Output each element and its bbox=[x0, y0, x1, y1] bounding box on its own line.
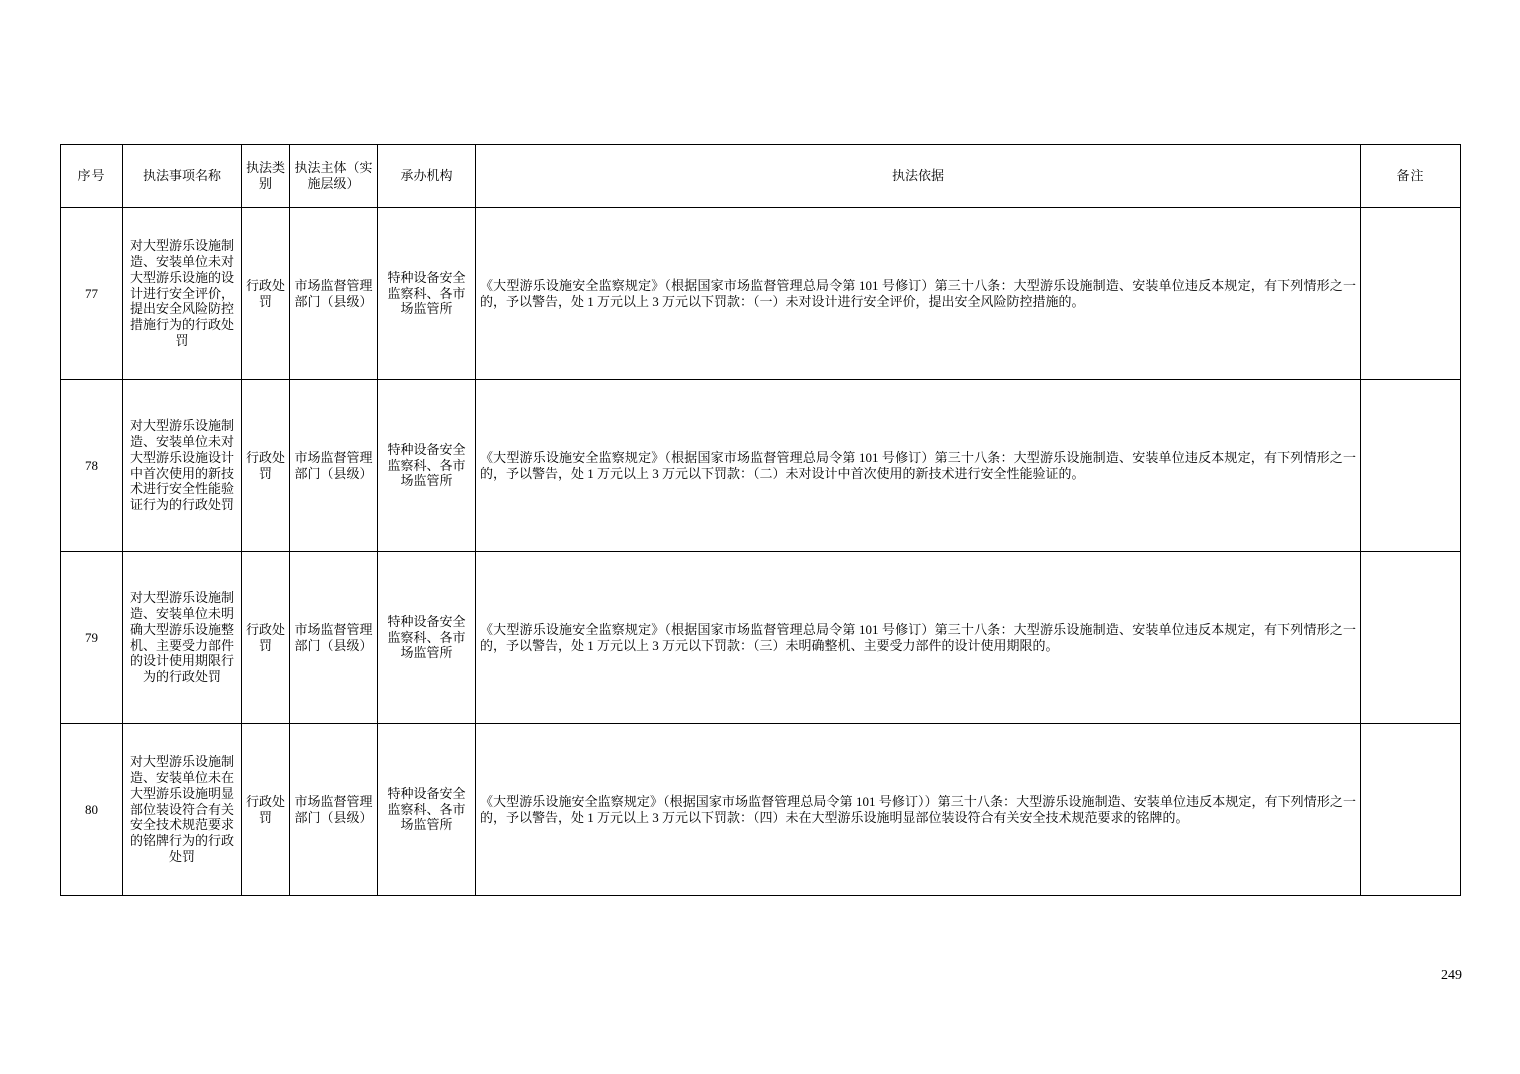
cell-subject: 市场监督管理部门（县级） bbox=[290, 552, 378, 724]
cell-name: 对大型游乐设施制造、安装单位未在大型游乐设施明显部位装设符合有关安全技术规范要求的铭牌行为的行政处罚 bbox=[123, 724, 242, 896]
cell-remark bbox=[1361, 724, 1461, 896]
cell-org: 特种设备安全监察科、各市场监管所 bbox=[378, 380, 476, 552]
header-type: 执法类别 bbox=[242, 145, 290, 208]
header-name: 执法事项名称 bbox=[123, 145, 242, 208]
cell-org: 特种设备安全监察科、各市场监管所 bbox=[378, 552, 476, 724]
cell-type: 行政处罚 bbox=[242, 552, 290, 724]
cell-subject: 市场监督管理部门（县级） bbox=[290, 724, 378, 896]
table-header-row bbox=[61, 145, 1461, 208]
header-subject: 执法主体（实施层级） bbox=[290, 145, 378, 208]
cell-seq: 77 bbox=[61, 208, 123, 380]
cell-type: 行政处罚 bbox=[242, 208, 290, 380]
cell-name: 对大型游乐设施制造、安装单位未明确大型游乐设施整机、主要受力部件的设计使用期限行为的行政处罚 bbox=[123, 552, 242, 724]
table-row bbox=[61, 552, 1461, 724]
cell-seq: 78 bbox=[61, 380, 123, 552]
cell-subject: 市场监督管理部门（县级） bbox=[290, 380, 378, 552]
cell-name: 对大型游乐设施制造、安装单位未对大型游乐设施的设计进行安全评价，提出安全风险防控措施行为的行政处罚 bbox=[123, 208, 242, 380]
cell-remark bbox=[1361, 208, 1461, 380]
page-number: 249 bbox=[1441, 968, 1462, 983]
header-seq: 序号 bbox=[61, 145, 123, 208]
cell-remark bbox=[1361, 552, 1461, 724]
cell-org: 特种设备安全监察科、各市场监管所 bbox=[378, 724, 476, 896]
cell-basis: 《大型游乐设施安全监察规定》（根据国家市场监督管理总局令第 101 号修订））第三十八条：大型游乐设施制造、安装单位违反本规定，有下列情形之一的，予以警告，处 1 万元以上 3 万元以下罚款：（四）未在大型游乐设施明显部位装设符合有关安全技术规范要求的铭牌的。 bbox=[476, 724, 1361, 896]
cell-remark bbox=[1361, 380, 1461, 552]
enforcement-items-table bbox=[60, 144, 1461, 896]
cell-type: 行政处罚 bbox=[242, 724, 290, 896]
cell-name: 对大型游乐设施制造、安装单位未对大型游乐设施设计中首次使用的新技术进行安全性能验证行为的行政处罚 bbox=[123, 380, 242, 552]
header-basis: 执法依据 bbox=[476, 145, 1361, 208]
cell-org: 特种设备安全监察科、各市场监管所 bbox=[378, 208, 476, 380]
cell-type: 行政处罚 bbox=[242, 380, 290, 552]
cell-basis: 《大型游乐设施安全监察规定》（根据国家市场监督管理总局令第 101 号修订）第三十八条：大型游乐设施制造、安装单位违反本规定，有下列情形之一的，予以警告，处 1 万元以上 3 万元以下罚款：（二）未对设计中首次使用的新技术进行安全性能验证的。 bbox=[476, 380, 1361, 552]
cell-seq: 79 bbox=[61, 552, 123, 724]
table-row bbox=[61, 724, 1461, 896]
table-row bbox=[61, 380, 1461, 552]
table-row bbox=[61, 208, 1461, 380]
cell-basis: 《大型游乐设施安全监察规定》（根据国家市场监督管理总局令第 101 号修订）第三十八条：大型游乐设施制造、安装单位违反本规定，有下列情形之一的，予以警告，处 1 万元以上 3 万元以下罚款：（一）未对设计进行安全评价，提出安全风险防控措施的。 bbox=[476, 208, 1361, 380]
header-remark: 备注 bbox=[1361, 145, 1461, 208]
cell-basis: 《大型游乐设施安全监察规定》（根据国家市场监督管理总局令第 101 号修订）第三十八条：大型游乐设施制造、安装单位违反本规定，有下列情形之一的，予以警告，处 1 万元以上 3 万元以下罚款：（三）未明确整机、主要受力部件的设计使用期限的。 bbox=[476, 552, 1361, 724]
cell-seq: 80 bbox=[61, 724, 123, 896]
cell-subject: 市场监督管理部门（县级） bbox=[290, 208, 378, 380]
header-org: 承办机构 bbox=[378, 145, 476, 208]
